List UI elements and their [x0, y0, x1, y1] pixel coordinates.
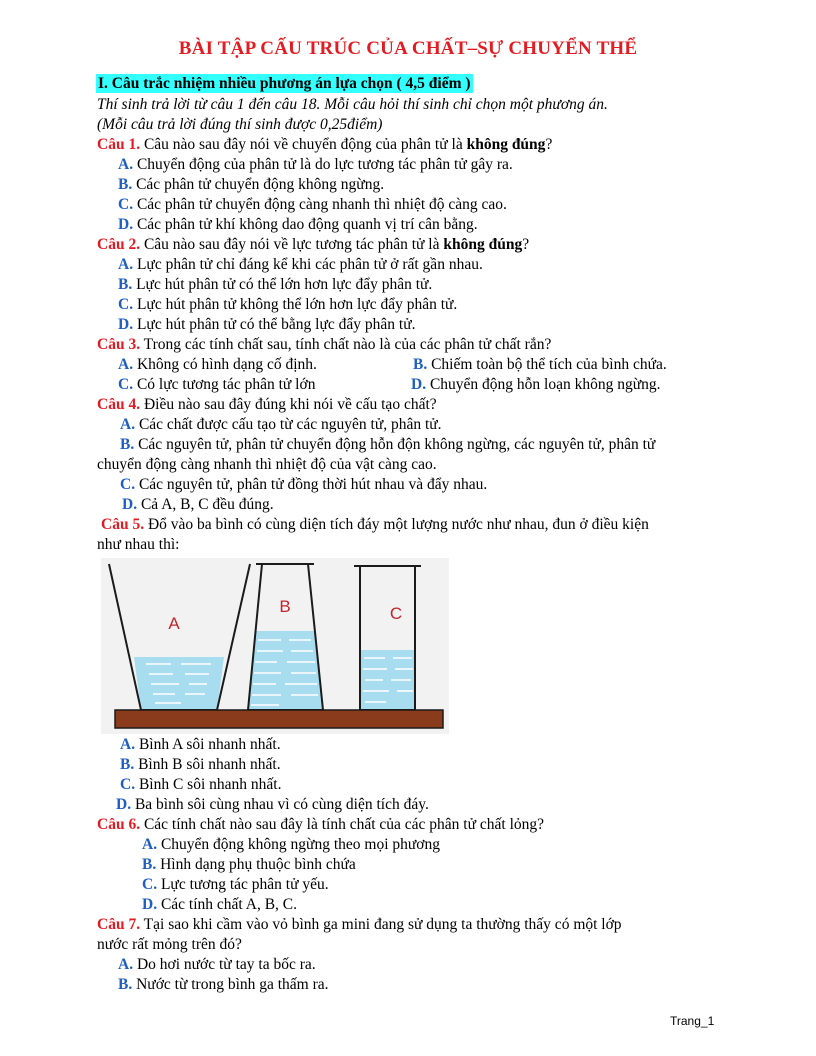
option-text: Bình B sôi nhanh nhất. — [134, 756, 281, 773]
question-text: Đổ vào ba bình có cùng diện tích đáy một lượng nước như nhau, đun ở điều kiện — [144, 516, 649, 533]
option-5c[interactable] — [120, 775, 281, 794]
option-text: Nước từ trong bình ga thấm ra. — [132, 976, 329, 993]
option-6b[interactable] — [142, 855, 356, 874]
option-2d[interactable] — [118, 315, 415, 334]
question-7 — [97, 915, 622, 934]
option-2a[interactable] — [118, 255, 483, 274]
option-7b[interactable] — [118, 975, 329, 994]
option-text: Chiếm toàn bộ thể tích của bình chứa. — [427, 356, 667, 373]
question-7-continued: nước rất mỏng trên đó? — [97, 936, 242, 953]
question-5-continued: như nhau thì: — [97, 536, 180, 553]
option-4c[interactable] — [120, 475, 487, 494]
question-emphasis: không đúng — [466, 136, 546, 153]
question-text: Câu nào sau đây nói về chuyển động của phân tử là — [140, 136, 467, 153]
option-5b[interactable] — [120, 755, 281, 774]
option-key: B. — [142, 856, 157, 873]
question-text: Trong các tính chất sau, tính chất nào là của các phân tử chất rắn? — [140, 336, 552, 353]
question-6 — [97, 815, 544, 834]
option-text: Các phân tử khí không dao động quanh vị trí cân bằng. — [133, 216, 478, 233]
question-label: Câu 2. — [97, 236, 141, 253]
option-key: D. — [118, 316, 134, 333]
question-label: Câu 7. — [97, 916, 141, 933]
option-text: Lực hút phân tử có thể bằng lực đẩy phân tử. — [133, 316, 416, 333]
question-label: Câu 4. — [97, 396, 141, 413]
option-key: C. — [120, 476, 136, 493]
option-text: Ba bình sôi cùng nhau vì có cùng diện tích đáy. — [131, 796, 429, 813]
option-key: A. — [118, 256, 134, 273]
option-key: B. — [118, 976, 133, 993]
option-text: Có lực tương tác phân tử lớn — [133, 376, 316, 393]
option-key: D. — [118, 216, 134, 233]
vessel-c-label: C — [389, 604, 403, 623]
option-1b[interactable] — [118, 175, 384, 194]
option-text: Hình dạng phụ thuộc bình chứa — [156, 856, 356, 873]
option-text: Các nguyên tử, phân tử đồng thời hút nhau và đẩy nhau. — [135, 476, 488, 493]
option-6a[interactable] — [142, 835, 440, 854]
option-1d[interactable] — [118, 215, 478, 234]
option-3c[interactable] — [118, 375, 315, 394]
option-text: chuyển động càng nhanh thì nhiệt độ của vật càng cao. — [97, 456, 437, 473]
option-key: C. — [120, 776, 136, 793]
option-text: Các phân tử chuyển động càng nhanh thì nhiệt độ càng cao. — [133, 196, 507, 213]
option-3d[interactable] — [411, 375, 661, 394]
option-6c[interactable] — [142, 875, 329, 894]
option-4d[interactable] — [122, 495, 274, 514]
option-5d[interactable] — [116, 795, 429, 814]
option-6d[interactable] — [142, 895, 297, 914]
option-key: B. — [120, 756, 135, 773]
question-label: Câu 5. — [101, 516, 145, 533]
option-text: Lực hút phân tử có thể lớn hơn lực đẩy phân tử. — [132, 276, 433, 293]
option-2b[interactable] — [118, 275, 432, 294]
option-key: A. — [118, 956, 134, 973]
section-heading: I. Câu trắc nhiệm nhiều phương án lựa chọn ( 4,5 điểm ) — [98, 75, 471, 92]
question-label: Câu 6. — [97, 816, 141, 833]
option-key: B. — [118, 276, 133, 293]
option-4b[interactable] — [120, 435, 655, 454]
option-text: Do hơi nước từ tay ta bốc ra. — [133, 956, 316, 973]
option-key: D. — [122, 496, 138, 513]
option-key: A. — [142, 836, 158, 853]
option-text: Cả A, B, C đều đúng. — [137, 496, 274, 513]
wooden-base — [115, 710, 443, 728]
option-key: B. — [413, 356, 428, 373]
question-text: Các tính chất nào sau đây là tính chất của các phân tử chất lỏng? — [140, 816, 545, 833]
option-key: A. — [118, 156, 134, 173]
option-key: D. — [116, 796, 132, 813]
option-text: Chuyển động hỗn loạn không ngừng. — [426, 376, 661, 393]
question-emphasis: không đúng — [443, 236, 523, 253]
option-text: Các chất được cấu tạo từ các nguyên tử, phân tử. — [135, 416, 442, 433]
page-title: BÀI TẬP CẤU TRÚC CỦA CHẤT–SỰ CHUYỂN THỂ — [178, 38, 638, 59]
option-key: D. — [411, 376, 427, 393]
option-3b[interactable] — [413, 355, 667, 374]
option-key: C. — [118, 196, 134, 213]
option-text: Lực phân tử chỉ đáng kể khi các phân tử ở rất gần nhau. — [133, 256, 483, 273]
option-key: A. — [120, 736, 136, 753]
instruction-line-2: (Mỗi câu trả lời đúng thí sinh được 0,25điểm) — [97, 116, 383, 133]
option-key: A. — [118, 356, 134, 373]
option-text: Không có hình dạng cố định. — [133, 356, 317, 373]
option-key: A. — [120, 416, 136, 433]
option-text: Các phân tử chuyển động không ngừng. — [132, 176, 385, 193]
option-key: C. — [118, 376, 134, 393]
boiling-vessels-figure — [101, 558, 449, 734]
option-1c[interactable] — [118, 195, 507, 214]
question-label: Câu 3. — [97, 336, 141, 353]
option-key: B. — [118, 176, 133, 193]
question-4 — [97, 395, 437, 414]
option-text: Lực tương tác phân tử yếu. — [157, 876, 329, 893]
question-2 — [97, 235, 529, 254]
question-3 — [97, 335, 551, 354]
option-text: Bình C sôi nhanh nhất. — [135, 776, 282, 793]
option-text: Chuyển động của phân tử là do lực tương tác phân tử gây ra. — [133, 156, 513, 173]
option-text: Chuyển động không ngừng theo mọi phương — [157, 836, 440, 853]
option-2c[interactable] — [118, 295, 457, 314]
vessel-a-label: A — [168, 614, 180, 633]
option-7a[interactable] — [118, 955, 316, 974]
option-4a[interactable] — [120, 415, 442, 434]
question-end: ? — [545, 136, 553, 153]
option-text: Lực hút phân tử không thể lớn hơn lực đẩy phân tử. — [133, 296, 458, 313]
option-text: Bình A sôi nhanh nhất. — [135, 736, 281, 753]
question-end: ? — [522, 236, 530, 253]
option-key: D. — [142, 896, 158, 913]
question-text: Điều nào sau đây đúng khi nói về cấu tạo chất? — [140, 396, 437, 413]
vessel-b-water — [248, 631, 323, 710]
option-1a[interactable] — [118, 155, 513, 174]
option-key: B. — [120, 436, 135, 453]
instruction-line-1: Thí sinh trả lời từ câu 1 đến câu 18. Mỗi câu hỏi thí sinh chỉ chọn một phương án. — [97, 96, 608, 113]
option-key: C. — [142, 876, 158, 893]
option-5a[interactable] — [120, 735, 281, 754]
option-key: C. — [118, 296, 134, 313]
question-text: Tại sao khi cầm vào vỏ bình ga mini đang sử dụng ta thường thấy có một lớp — [140, 916, 622, 933]
option-text: Các tính chất A, B, C. — [157, 896, 297, 913]
page-number: Trang_1 — [670, 1014, 715, 1028]
vessel-b-label: B — [279, 597, 291, 616]
option-text: Các nguyên tử, phân tử chuyển động hỗn độn không ngừng, các nguyên tử, phân tử — [134, 436, 656, 453]
question-1 — [97, 135, 552, 154]
question-text: Câu nào sau đây nói về lực tương tác phân tử là — [140, 236, 444, 253]
option-4b-continued — [97, 455, 437, 474]
question-5 — [101, 515, 649, 534]
question-label: Câu 1. — [97, 136, 141, 153]
option-3a[interactable] — [118, 355, 317, 374]
